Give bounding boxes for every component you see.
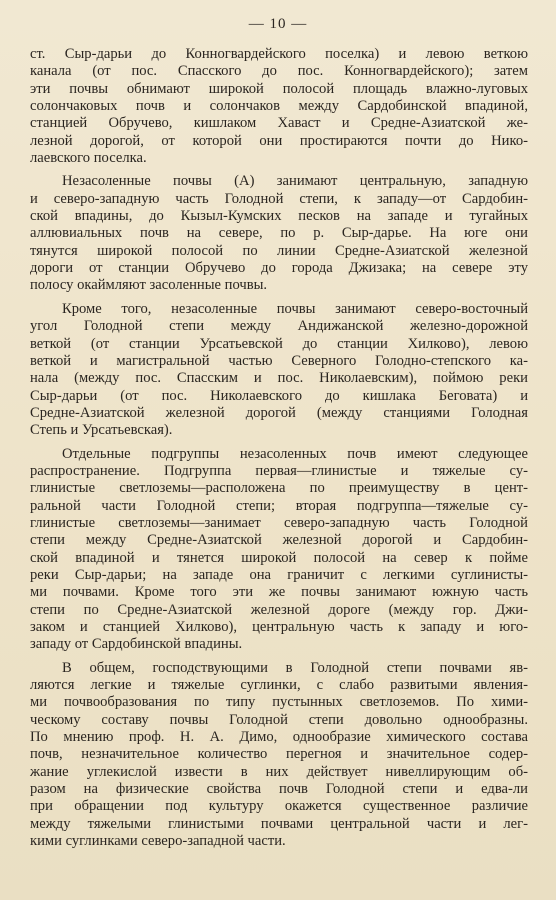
paragraph: [30, 446, 528, 654]
text-line: и северо-западную часть Голодной степи, к западу—от Сардобин-: [30, 190, 528, 207]
text-line: западу от Сардобинской впадины.: [30, 636, 243, 653]
text-line: ми почвами. Кроме того эти же почвы занимают южную часть: [30, 584, 528, 601]
text-line: веткой и магистральной частью Северного Голодно-степского ка-: [30, 352, 528, 369]
text-line: По мнению проф. Н. А. Димо, однообразие химического состава: [30, 729, 528, 746]
text-line: распространение. Подгруппа первая—глинистые и тяжелые су-: [30, 462, 528, 479]
text-line: дороги от станции Обручево до города Джизака; на севере эту: [30, 260, 528, 277]
text-line: глинистые светлоземы—расположена по преимуществу в цент-: [30, 480, 528, 497]
text-line: ской впадиной и тянется широкой полосой на север к пойме: [30, 549, 528, 566]
text-line: жание углекислой извести в них действует нивеллирующим об-: [30, 763, 528, 780]
text-line: В общем, господствующими в Голодной степи почвами яв-: [62, 659, 528, 676]
text-line: ст. Сыр-дарьи до Конногвардейского поселка) и левою веткою: [30, 46, 528, 62]
text-line: ми почвообразования по типу пустынных светлоземов. По хими-: [30, 694, 528, 711]
text-line: станцией Обручево, кишлаком Хаваст и Средне-Азиатской же-: [30, 115, 528, 132]
text-line: Незасоленные почвы (А) занимают центральную, западную: [62, 173, 528, 190]
text-line: ральной части Голодной степи; вторая подгруппа—тяжелые су-: [30, 497, 528, 514]
text-line: угол Голодной степи между Андижанской железно-дорожной: [30, 318, 528, 335]
body-text: [30, 46, 528, 850]
text-line: нала (между пос. Спасским и пос. Николаевским), поймою реки: [30, 370, 528, 387]
text-line: разом на физические свойства почв Голодной степи и едва-ли: [30, 781, 528, 798]
text-line: кими суглинками северо-западной части.: [30, 833, 286, 850]
text-line: Сыр-дарьи (от пос. Николаевского до кишлака Беговата) и: [30, 387, 528, 404]
text-line: Степь и Урсатьевская).: [30, 422, 173, 439]
text-line: степи между Средне-Азиатской железной дорогой и Сардобин-: [30, 532, 528, 549]
text-line: аллювиальных почв на севере, по р. Сыр-дарье. На юге они: [30, 225, 528, 242]
text-line: при обращении под культуру окажется существенное различие: [30, 798, 528, 815]
text-line: ской впадины, до Кызыл-Кумских песков на западе и тугайных: [30, 208, 528, 225]
paragraph: [30, 660, 528, 851]
paragraph: [30, 46, 528, 167]
text-line: между тяжелыми глинистыми почвами центральной части и лег-: [30, 815, 528, 832]
text-line: ляются легкие и тяжелые суглинки, с слабо развитыми явления-: [30, 677, 528, 694]
text-line: лаевского поселка.: [30, 150, 147, 167]
text-line: канала (от пос. Спасского до пос. Конногвардейского); затем: [30, 63, 528, 80]
paragraph: [30, 173, 528, 294]
text-line: глинистые светлоземы—занимает северо-западную часть Голодной: [30, 514, 528, 531]
text-line: Кроме того, незасоленные почвы занимают северо-восточный: [62, 300, 528, 317]
page-number: — 10 —: [248, 16, 308, 32]
text-line: заком и станцией Хилково), центральную часть к западу и юго-: [30, 619, 528, 635]
text-line: солончаковых почв и солончаков между Сардобинской впадиной,: [30, 98, 528, 115]
text-line: тянутся широкой полосой по линии Средне-Азиатской железной: [30, 242, 528, 259]
text-line: почв, незначительное количество перегноя и значительное содер-: [30, 746, 528, 763]
text-line: ческому составу почвы Голодной степи довольно однообразны.: [30, 711, 528, 728]
text-line: реки Сыр-дарьи; на западе она граничит с легкими суглинисты-: [30, 566, 528, 583]
text-line: полосу окаймляют засоленные почвы.: [30, 277, 268, 294]
text-line: веткой (от станции Урсатьевской до станции Хилково), левою: [30, 335, 528, 352]
paragraph: [30, 301, 528, 440]
text-line: эти почвы обнимают широкой полосой площадь влажно-луговых: [30, 80, 528, 97]
text-line: Отдельные подгруппы незасоленных почв имеют следующее: [62, 445, 528, 462]
text-line: лезной дорогой, от которой они простираются почти до Нико-: [30, 132, 528, 149]
text-line: степи по Средне-Азиатской железной дороге (между гор. Джи-: [30, 601, 528, 618]
text-line: Средне-Азиатской железной дорогой (между станциями Голодная: [30, 404, 528, 421]
